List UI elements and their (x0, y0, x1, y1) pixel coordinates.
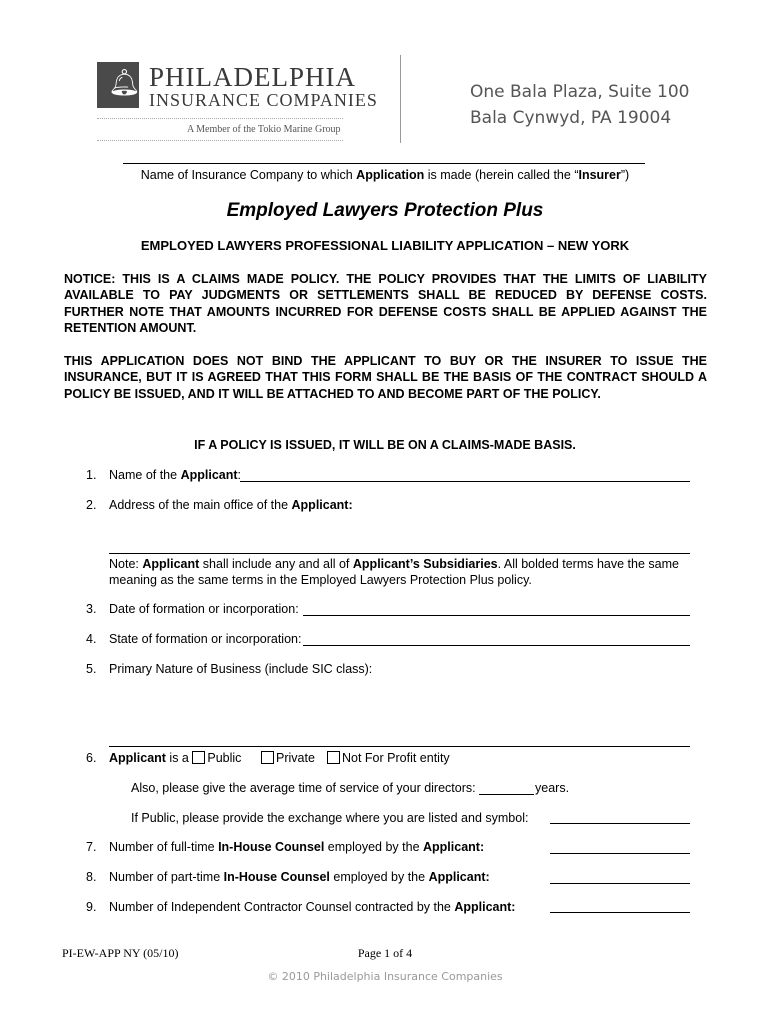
not-for-profit-label: Not For Profit entity (342, 751, 450, 765)
q5-label: Primary Nature of Business (include SIC class): (109, 662, 373, 676)
header-divider (400, 55, 401, 143)
subsidiaries-note: Note: Applicant shall include any and all of Applicant’s Subsidiaries. All bolded terms have the same (109, 557, 679, 571)
logo-divider (97, 118, 343, 119)
question-number: 7. (86, 840, 97, 854)
part-time-counsel-field[interactable] (550, 883, 690, 884)
q8-label: Number of part-time In-House Counsel employed by the Applicant: (109, 870, 490, 884)
exchange-label: If Public, please provide the exchange where you are listed and symbol: (131, 811, 529, 825)
private-label: Private (276, 751, 315, 765)
not-for-profit-checkbox[interactable] (327, 751, 340, 764)
document-subtitle: EMPLOYED LAWYERS PROFESSIONAL LIABILITY APPLICATION – NEW YORK (140, 238, 630, 253)
insurer-name-field[interactable] (123, 163, 645, 164)
q4-label: State of formation or incorporation: (109, 632, 302, 646)
q9-label: Number of Independent Contractor Counsel contracted by the Applicant: (109, 900, 516, 914)
directors-years-label: years. (535, 781, 570, 795)
public-checkbox[interactable] (192, 751, 205, 764)
q2-label: Address of the main office of the Applicant: (109, 498, 353, 512)
question-number: 8. (86, 870, 97, 884)
question-number: 6. (86, 751, 97, 765)
question-number: 3. (86, 602, 97, 616)
directors-service-field[interactable] (479, 794, 534, 795)
insurer-caption: Name of Insurance Company to which Application is made (herein called the “Insurer”) (140, 168, 630, 182)
q6-entity-type: Applicant is a Public (109, 751, 242, 765)
question-number: 1. (86, 468, 97, 482)
q3-label: Date of formation or incorporation: (109, 602, 299, 616)
copyright: © 2010 Philadelphia Insurance Companies (267, 970, 503, 983)
binding-notice: THIS APPLICATION DOES NOT BIND THE APPLICANT TO BUY OR THE INSURER TO ISSUE THE INSURANCE, BUT IT IS AGREED THAT THIS FORM SHALL BE THE BASIS OF THE CONTRACT SHOULD A POLICY BE ISSUED, AND IT WILL BE ATTACHED TO AND BECOME PART OF THE POLICY. (64, 354, 707, 401)
private-option (261, 751, 315, 765)
contractor-counsel-field[interactable] (550, 912, 690, 913)
question-number: 5. (86, 662, 97, 676)
member-tagline: A Member of the Tokio Marine Group (187, 124, 341, 135)
formation-state-field[interactable] (303, 645, 690, 646)
claims-made-notice: NOTICE: THIS IS A CLAIMS MADE POLICY. THE POLICY PROVIDES THAT THE LIMITS OF LIABILITY AVAILABLE TO PAY JUDGMENTS OR SETTLEMENTS SHALL BE REDUCED BY DEFENSE COSTS. FURTHER NOTE THAT AMOUNTS INCURRED FOR DEFENSE COSTS SHALL BE APPLIED AGAINST THE RETENTION AMOUNT. (64, 272, 707, 335)
main-office-address-field[interactable] (109, 553, 690, 554)
public-label: Public (207, 751, 242, 765)
brand-name: PHILADELPHIA (149, 62, 356, 92)
private-checkbox[interactable] (261, 751, 274, 764)
form-id: PI-EW-APP NY (05/10) (62, 946, 179, 960)
address-line-1: One Bala Plaza, Suite 100 (470, 82, 690, 102)
formation-date-field[interactable] (303, 615, 690, 616)
not-for-profit-option (327, 751, 450, 765)
logo-divider-bottom (97, 140, 343, 141)
page-number: Page 1 of 4 (357, 946, 413, 960)
directors-service-label: Also, please give the average time of service of your directors: (131, 781, 476, 795)
exchange-symbol-field[interactable] (550, 823, 690, 824)
claims-basis-notice: IF A POLICY IS ISSUED, IT WILL BE ON A CLAIMS-MADE BASIS. (194, 438, 576, 452)
full-time-counsel-field[interactable] (550, 853, 690, 854)
q7-label: Number of full-time In-House Counsel employed by the Applicant: (109, 840, 485, 854)
applicant-name-field[interactable] (240, 481, 690, 482)
brand-subtitle: INSURANCE COMPANIES (149, 90, 378, 110)
subsidiaries-note-line2: meaning as the same terms in the Employed Lawyers Protection Plus policy. (109, 573, 532, 587)
document-title: Employed Lawyers Protection Plus (226, 200, 544, 221)
question-number: 4. (86, 632, 97, 646)
q1-label: Name of the Applicant: (109, 468, 242, 482)
question-number: 9. (86, 900, 97, 914)
nature-of-business-field[interactable] (109, 746, 690, 747)
address-line-2: Bala Cynwyd, PA 19004 (470, 108, 672, 128)
question-number: 2. (86, 498, 97, 512)
liberty-bell-icon: 🔔︎ (108, 68, 142, 98)
